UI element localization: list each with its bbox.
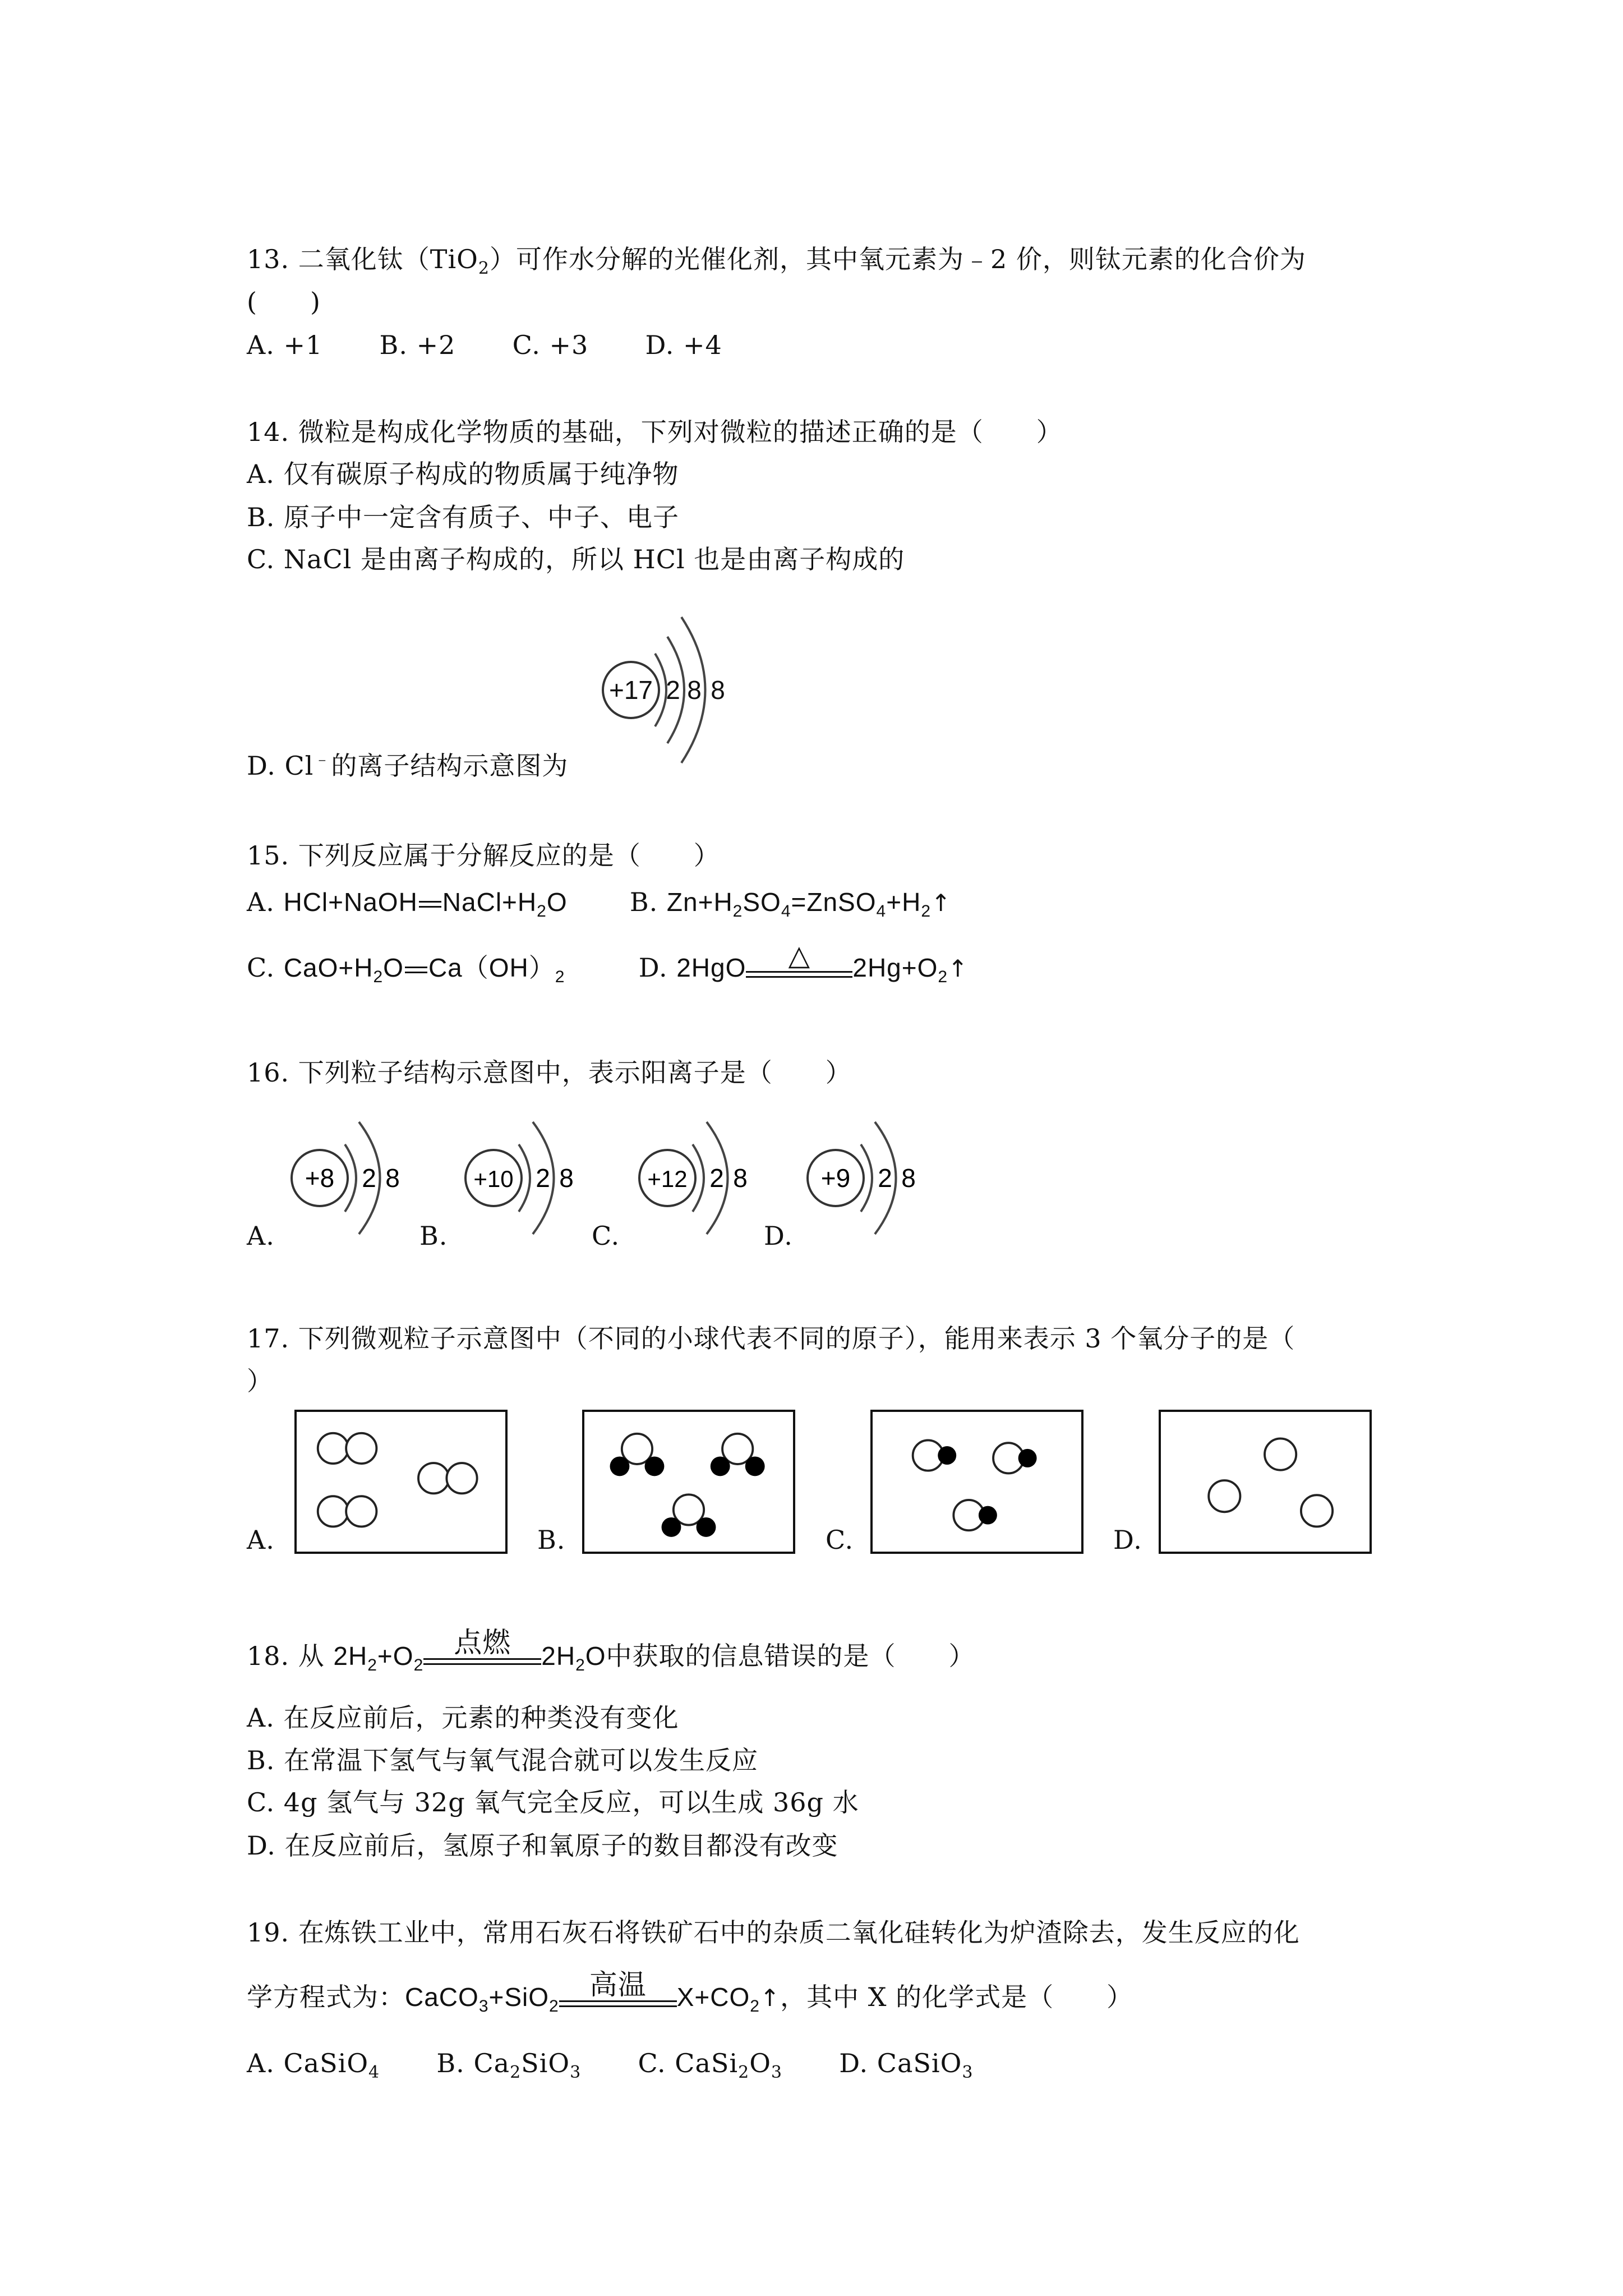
q14-option-a[interactable]: A. 仅有碳原子构成的物质属于纯净物 bbox=[247, 459, 679, 489]
q15-option-d[interactable]: D. 2HgO △ $2Hg+O_2↑$ bbox=[638, 939, 969, 986]
shell-electron-count: 8 bbox=[711, 675, 725, 705]
q15-option-c[interactable]: C. $CaO+H_2O$ $Ca(OH)_2$ bbox=[247, 953, 565, 986]
reaction-condition-bar bbox=[746, 939, 852, 986]
q13-stem: 13. 二氧化钛（TiO$_2$）可作水分解的光催化剂，其中氧元素为﹣2 价，则钛元素的化合价为 bbox=[247, 244, 1306, 278]
q16-option-c-label[interactable]: C. bbox=[592, 1221, 620, 1251]
molecule-box-d[interactable] bbox=[1159, 1410, 1372, 1554]
q18-stem: 18. 从 $2H_2+O_2$ 点燃 $2H_2O$中获取的信息错误的是（ ） bbox=[247, 1626, 975, 1674]
condition-ignite-label: 点燃 bbox=[454, 1626, 511, 1659]
particle-diagram-b bbox=[460, 1108, 589, 1254]
q18-option-d[interactable]: D. 在反应前后，氢原子和氧原子的数目都没有改变 bbox=[247, 1830, 838, 1861]
shell-electron-count: 8 bbox=[901, 1163, 916, 1193]
q19-option-d[interactable]: D. CaSiO$_3$ bbox=[839, 2048, 974, 2082]
q19-option-c[interactable]: C. $CaSi_2O_3$ bbox=[638, 2048, 783, 2082]
gas-arrow-icon: ↑ bbox=[948, 955, 969, 982]
q17-option-a-label[interactable]: A. bbox=[247, 1525, 275, 1555]
q13-option-a[interactable]: A. +1 bbox=[247, 330, 323, 360]
q17-option-d-label[interactable]: D. bbox=[1113, 1525, 1142, 1555]
q13-option-d[interactable]: D. +4 bbox=[645, 330, 722, 360]
shell-electron-count: 2 bbox=[878, 1163, 892, 1193]
equals-bar bbox=[419, 901, 441, 908]
q19-equation-line: 学方程式为：CaCO$_3$+SiO$_2$ 高温 $X+CO_2↑$，其中 X 的化学式是（ ） bbox=[247, 1968, 1133, 2016]
q16-option-b-label[interactable]: B. bbox=[419, 1221, 448, 1251]
shell-electron-count: 8 bbox=[733, 1163, 748, 1193]
condition-high-temp-label: 高温 bbox=[589, 1968, 647, 2001]
q16-stem: 16. 下列粒子结构示意图中，表示阳离子是（ ） bbox=[247, 1057, 852, 1088]
particle-diagram-c bbox=[634, 1108, 763, 1254]
equals-bar bbox=[405, 967, 427, 973]
q13-option-c[interactable]: C. +3 bbox=[512, 330, 589, 360]
q19-options bbox=[247, 2046, 973, 2080]
q14-option-b[interactable]: B. 原子中一定含有质子、中子、电子 bbox=[247, 502, 680, 532]
q13-option-b[interactable]: B. +2 bbox=[379, 330, 456, 360]
particle-diagram-a bbox=[286, 1108, 415, 1254]
molecule-box-a[interactable] bbox=[294, 1410, 508, 1554]
q14-option-d[interactable]: D. Cl﹣的离子结构示意图为 bbox=[247, 749, 569, 781]
shell-electron-count: 8 bbox=[687, 675, 702, 705]
shell-electron-count: 2 bbox=[709, 1163, 724, 1193]
q15-options-ab bbox=[247, 885, 951, 920]
q19-option-a[interactable]: A. CaSiO$_4$ bbox=[247, 2048, 380, 2082]
nucleus-charge-label: +12 bbox=[647, 1166, 688, 1192]
q17-stem-tail: ） bbox=[247, 1366, 273, 1396]
shell-electron-count: 2 bbox=[362, 1163, 376, 1193]
q15-option-b[interactable]: B. $Zn+H_2SO_4=ZnSO_4+H_2↑$ bbox=[629, 887, 952, 921]
gas-arrow-icon: ↑ bbox=[759, 1984, 781, 2012]
nucleus-charge-label: +9 bbox=[820, 1163, 851, 1193]
shell-electron-count: 8 bbox=[559, 1163, 574, 1193]
q19-option-b[interactable]: B. $Ca_2SiO_3$ bbox=[436, 2048, 582, 2082]
reaction-condition-bar bbox=[423, 1626, 541, 1673]
q15-stem: 15. 下列反应属于分解反应的是（ ） bbox=[247, 840, 720, 871]
q13-options bbox=[247, 328, 722, 362]
cl-ion-structure-diagram bbox=[589, 589, 757, 780]
q17-option-c-label[interactable]: C. bbox=[826, 1525, 854, 1555]
q19-stem: 19. 在炼铁工业中，常用石灰石将铁矿石中的杂质二氧化硅转化为炉渣除去，发生反应的化 bbox=[247, 1917, 1300, 1948]
q14-stem: 14. 微粒是构成化学物质的基础，下列对微粒的描述正确的是（ ） bbox=[247, 417, 1063, 447]
q18-option-c[interactable]: C. 4g 氢气与 32g 氧气完全反应，可以生成 36g 水 bbox=[247, 1787, 859, 1818]
q13-answer-paren: ( ) bbox=[247, 287, 321, 317]
gas-arrow-icon: ↑ bbox=[931, 889, 952, 917]
reaction-condition-bar bbox=[559, 1968, 677, 2015]
q18-option-a[interactable]: A. 在反应前后，元素的种类没有变化 bbox=[247, 1703, 679, 1733]
q16-option-a-label[interactable]: A. bbox=[247, 1221, 275, 1251]
nucleus-charge-label: +8 bbox=[305, 1163, 335, 1193]
particle-diagram-d bbox=[802, 1108, 931, 1254]
q15-options-cd bbox=[247, 939, 969, 986]
nucleus-charge-label: +17 bbox=[608, 675, 653, 705]
q18-option-b[interactable]: B. 在常温下氢气与氧气混合就可以发生反应 bbox=[247, 1745, 759, 1775]
q15-option-a[interactable]: A. HCl+NaOH $NaCl+H_2O$ bbox=[247, 887, 568, 921]
q17-stem: 17. 下列微观粒子示意图中（不同的小球代表不同的原子），能用来表示 3 个氧分子的是（ bbox=[247, 1323, 1295, 1354]
nucleus-charge-label: +10 bbox=[473, 1166, 514, 1192]
q14-option-c[interactable]: C. NaCl 是由离子构成的，所以 HCl 也是由离子构成的 bbox=[247, 544, 905, 574]
shell-electron-count: 8 bbox=[385, 1163, 400, 1193]
molecule-box-b[interactable] bbox=[582, 1410, 795, 1554]
heat-triangle-icon: △ bbox=[788, 939, 811, 972]
q16-option-d-label[interactable]: D. bbox=[764, 1221, 793, 1251]
q17-option-b-label[interactable]: B. bbox=[537, 1525, 566, 1555]
shell-electron-count: 2 bbox=[536, 1163, 550, 1193]
molecule-box-c[interactable] bbox=[870, 1410, 1083, 1554]
shell-electron-count: 2 bbox=[666, 675, 680, 705]
